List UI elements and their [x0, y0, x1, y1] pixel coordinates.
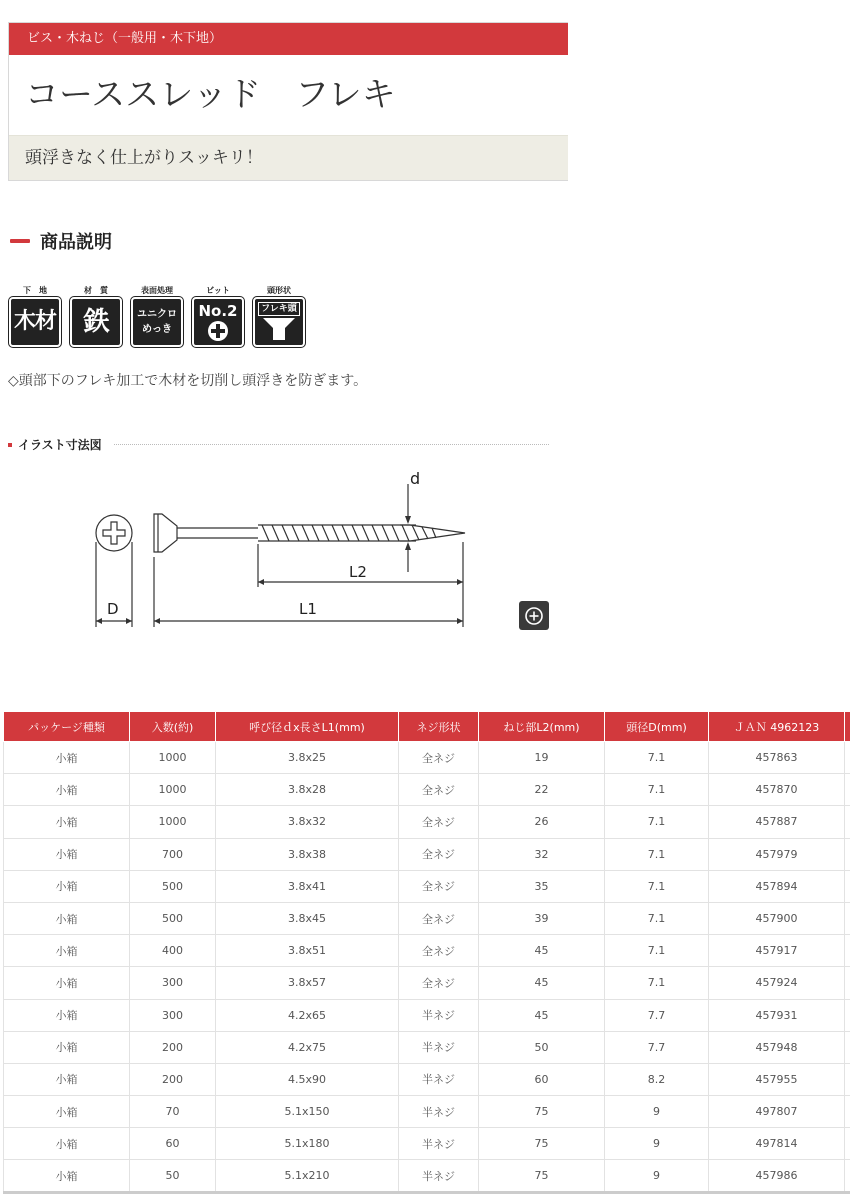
table-cell: 全ネジ	[399, 806, 479, 838]
badge-value: ユニクロ めっき	[137, 309, 177, 335]
col-size: 呼び径ｄx長さL1(mm)	[216, 712, 399, 742]
head-shape-icon	[261, 316, 297, 342]
table-cell: 小箱	[4, 999, 130, 1031]
table-cell	[845, 806, 850, 838]
label-D: D	[107, 600, 119, 618]
table-row	[4, 806, 850, 838]
table-cell: 7.1	[605, 742, 709, 774]
table-cell: 200	[130, 1031, 216, 1063]
table-cell: 60	[479, 1063, 605, 1095]
table-cell: 小箱	[4, 1031, 130, 1063]
table-cell: 400	[130, 935, 216, 967]
table-cell: 50	[130, 1160, 216, 1192]
badge-label: ビット	[206, 286, 230, 295]
table-row	[4, 1031, 850, 1063]
table-cell: 7.1	[605, 806, 709, 838]
label-L1: L1	[299, 600, 317, 618]
table-cell	[845, 742, 850, 774]
badge-substrate	[9, 285, 61, 347]
table-cell: 75	[479, 1160, 605, 1192]
table-cell	[845, 1063, 850, 1095]
table-cell: 75	[479, 1096, 605, 1128]
table-cell: 5.1x150	[216, 1096, 399, 1128]
label-L2: L2	[349, 563, 367, 581]
table-cell	[845, 774, 850, 806]
table-cell: 7.1	[605, 838, 709, 870]
table-cell: 7.1	[605, 967, 709, 999]
table-cell: 457887	[709, 806, 845, 838]
table-row	[4, 902, 850, 934]
table-cell: 300	[130, 967, 216, 999]
table-cell: 39	[479, 902, 605, 934]
col-thread-length: ねじ部L2(mm)	[479, 712, 605, 742]
table-row	[4, 967, 850, 999]
table-cell: 457931	[709, 999, 845, 1031]
col-head-diameter: 頭径D(mm)	[605, 712, 709, 742]
table-cell: 7.1	[605, 870, 709, 902]
badge-value: フレキ頭	[258, 302, 300, 316]
table-cell: 全ネジ	[399, 870, 479, 902]
table-cell: 60	[130, 1128, 216, 1160]
table-cell: 497807	[709, 1096, 845, 1128]
table-cell: 半ネジ	[399, 999, 479, 1031]
table-cell	[845, 1031, 850, 1063]
table-cell: 457894	[709, 870, 845, 902]
badge-value: No.2	[198, 302, 238, 320]
table-cell: 497814	[709, 1128, 845, 1160]
table-cell: 小箱	[4, 1096, 130, 1128]
plating-icon	[131, 297, 183, 347]
table-cell: 半ネジ	[399, 1096, 479, 1128]
table-cell: 457917	[709, 935, 845, 967]
table-cell: 小箱	[4, 1160, 130, 1192]
table-cell: 3.8x57	[216, 967, 399, 999]
table-cell: 457979	[709, 838, 845, 870]
plus-circle-icon	[207, 320, 229, 342]
table-cell: 3.8x25	[216, 742, 399, 774]
table-cell: 3.8x28	[216, 774, 399, 806]
section-bar	[10, 239, 30, 243]
table-cell: 457948	[709, 1031, 845, 1063]
table-cell: 700	[130, 838, 216, 870]
table-cell: 小箱	[4, 870, 130, 902]
table-cell: 457924	[709, 967, 845, 999]
table-row	[4, 999, 850, 1031]
table-cell: 小箱	[4, 742, 130, 774]
label-d: d	[410, 469, 421, 488]
table-cell: 19	[479, 742, 605, 774]
col-quantity: 入数(約)	[130, 712, 216, 742]
table-cell: 半ネジ	[399, 1031, 479, 1063]
table-cell: 全ネジ	[399, 935, 479, 967]
table-cell: 457870	[709, 774, 845, 806]
table-cell: 4.5x90	[216, 1063, 399, 1095]
spec-table	[3, 711, 850, 1194]
table-cell: 全ネジ	[399, 967, 479, 999]
table-cell: 半ネジ	[399, 1128, 479, 1160]
table-cell: 22	[479, 774, 605, 806]
table-row	[4, 742, 850, 774]
col-jan: ＪＡＮ 4962123	[709, 712, 845, 742]
badge-head	[253, 285, 305, 347]
table-row	[4, 774, 850, 806]
badge-label: 頭形状	[267, 286, 291, 295]
table-cell: 8.2	[605, 1063, 709, 1095]
table-cell: 3.8x45	[216, 902, 399, 934]
table-row	[4, 1096, 850, 1128]
badge-label: 材 質	[84, 286, 108, 295]
badge-bit	[192, 285, 244, 347]
badge-value: 鉄	[83, 307, 109, 337]
table-cell: 500	[130, 870, 216, 902]
product-title: コーススレッド フレキ	[25, 75, 396, 115]
table-cell: 7.1	[605, 935, 709, 967]
table-cell: 5.1x210	[216, 1160, 399, 1192]
table-cell	[845, 870, 850, 902]
table-cell: 50	[479, 1031, 605, 1063]
divider	[114, 444, 549, 445]
table-cell: 半ネジ	[399, 1160, 479, 1192]
table-cell: 35	[479, 870, 605, 902]
table-cell: 7.1	[605, 902, 709, 934]
table-cell	[845, 1128, 850, 1160]
table-cell: 9	[605, 1096, 709, 1128]
section-title: 商品説明	[40, 232, 112, 253]
table-cell: 75	[479, 1128, 605, 1160]
table-header-row	[4, 712, 850, 742]
table-cell	[845, 838, 850, 870]
table-cell: 全ネジ	[399, 838, 479, 870]
zoom-button[interactable]	[519, 601, 549, 630]
table-row	[4, 935, 850, 967]
table-cell: 4.2x65	[216, 999, 399, 1031]
table-cell: 1000	[130, 742, 216, 774]
table-cell: 70	[130, 1096, 216, 1128]
product-tagline: 頭浮きなく仕上がりスッキリ！	[9, 135, 568, 180]
badge-label: 表面処理	[141, 286, 173, 295]
table-cell: 45	[479, 967, 605, 999]
product-description: ◇頭部下のフレキ加工で木材を切削し頭浮きを防ぎます。	[8, 373, 368, 389]
table-cell: 32	[479, 838, 605, 870]
table-row	[4, 1160, 850, 1192]
bullet-square	[8, 443, 12, 447]
badge-material	[70, 285, 122, 347]
table-cell: 7.1	[605, 774, 709, 806]
table-row	[4, 1128, 850, 1160]
spec-badges	[9, 285, 314, 347]
table-row	[4, 1063, 850, 1095]
iron-icon	[70, 297, 122, 347]
table-cell: 5.1x180	[216, 1128, 399, 1160]
table-cell: 1000	[130, 806, 216, 838]
table-row	[4, 870, 850, 902]
table-cell: 457900	[709, 902, 845, 934]
badge-finish	[131, 285, 183, 347]
table-cell	[845, 935, 850, 967]
table-cell: 小箱	[4, 902, 130, 934]
table-cell: 小箱	[4, 967, 130, 999]
badge-label: 下 地	[23, 286, 47, 295]
table-cell: 小箱	[4, 935, 130, 967]
table-cell: 45	[479, 999, 605, 1031]
table-cell: 1000	[130, 774, 216, 806]
table-row	[4, 838, 850, 870]
table-cell: 300	[130, 999, 216, 1031]
table-cell: 小箱	[4, 774, 130, 806]
table-cell: 457986	[709, 1160, 845, 1192]
table-cell: 7.7	[605, 999, 709, 1031]
table-cell: 全ネジ	[399, 742, 479, 774]
phillips-bit-icon	[192, 297, 244, 347]
table-cell: 9	[605, 1128, 709, 1160]
table-cell: 500	[130, 902, 216, 934]
badge-value: 木材	[13, 309, 56, 334]
table-cell: 全ネジ	[399, 774, 479, 806]
table-cell	[845, 999, 850, 1031]
screw-drawing	[80, 462, 560, 637]
table-cell	[845, 902, 850, 934]
table-cell: 小箱	[4, 806, 130, 838]
table-cell	[845, 967, 850, 999]
table-cell: 半ネジ	[399, 1063, 479, 1095]
dimension-diagram	[80, 462, 560, 637]
table-cell: 45	[479, 935, 605, 967]
illustration-heading	[8, 436, 549, 453]
table-cell: 小箱	[4, 838, 130, 870]
table-cell: 3.8x51	[216, 935, 399, 967]
flat-head-icon	[253, 297, 305, 347]
table-cell: 26	[479, 806, 605, 838]
table-cell: 小箱	[4, 1063, 130, 1095]
col-thread-type: ネジ形状	[399, 712, 479, 742]
section-heading	[10, 228, 112, 254]
table-cell: 200	[130, 1063, 216, 1095]
table-cell: 457955	[709, 1063, 845, 1095]
col-package: パッケージ種類	[4, 712, 130, 742]
table-cell: 3.8x38	[216, 838, 399, 870]
table-cell	[845, 1096, 850, 1128]
product-header	[8, 22, 568, 181]
illustration-title: イラスト寸法図	[18, 438, 102, 452]
table-cell: 全ネジ	[399, 902, 479, 934]
col-extra	[845, 712, 850, 742]
category-banner: ビス・木ねじ（一般用・木下地）	[9, 23, 568, 55]
table-cell: 3.8x32	[216, 806, 399, 838]
table-cell: 小箱	[4, 1128, 130, 1160]
table-cell: 9	[605, 1160, 709, 1192]
table-cell: 3.8x41	[216, 870, 399, 902]
table-cell: 7.7	[605, 1031, 709, 1063]
table-cell	[845, 1160, 850, 1192]
table-cell: 457863	[709, 742, 845, 774]
wood-icon	[9, 297, 61, 347]
table-cell: 4.2x75	[216, 1031, 399, 1063]
zoom-icon	[524, 606, 544, 626]
